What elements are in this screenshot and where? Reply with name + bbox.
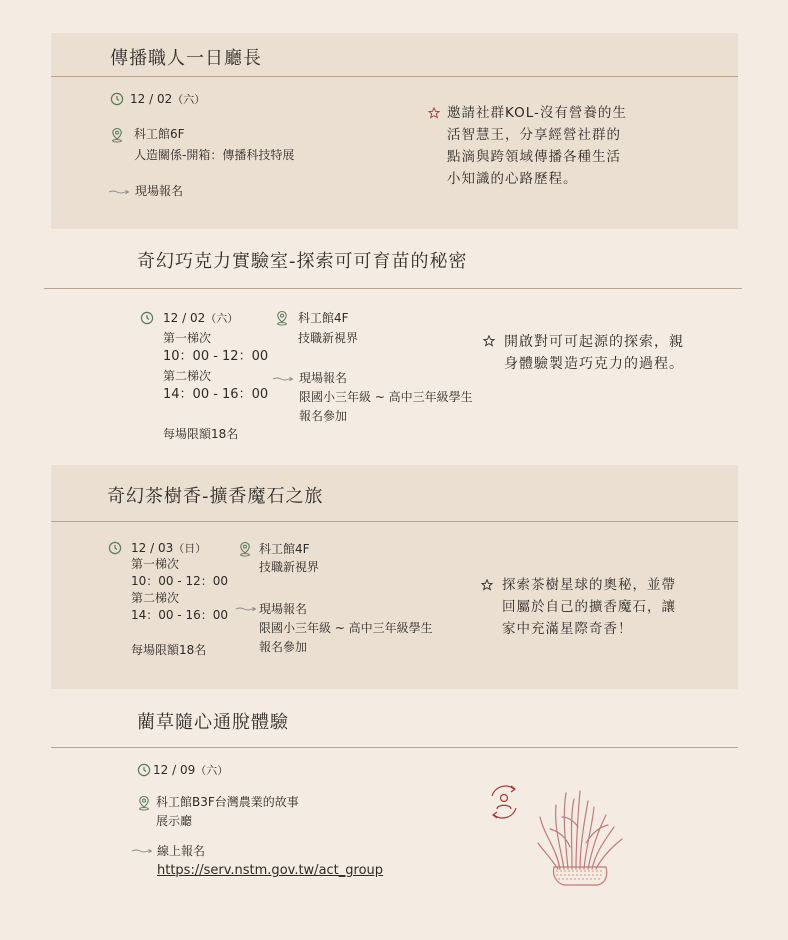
event1-signup: 現場報名 — [135, 184, 184, 198]
event2-divider — [44, 288, 742, 289]
event3-date-day: （日） — [173, 542, 207, 555]
event4-date-day: （六） — [195, 764, 229, 777]
event1-divider — [51, 76, 738, 77]
event2-session1-label: 第一梯次 — [163, 331, 212, 345]
event2-place: 技職新視界 — [298, 331, 359, 345]
event3-session1-time: 10：00 - 12：00 — [131, 574, 229, 588]
event3-venue: 科工館4F — [259, 542, 310, 556]
event1-description: 邀請社群KOL-沒有營養的生活智慧王，分享經營社群的點滴與跨領域傳播各種生活小知識的心路歷程。 — [447, 105, 627, 187]
location-pin-icon — [110, 127, 124, 143]
event2-title: 奇幻巧克力實驗室-探索可可育苗的秘密 — [137, 251, 468, 272]
star-icon — [483, 335, 495, 347]
event2-session2-label: 第二梯次 — [163, 369, 212, 383]
event4-signup: 線上報名 — [157, 844, 206, 858]
arrow-icon — [235, 604, 257, 614]
event2-session2-time: 14：00 - 16：00 — [163, 387, 269, 402]
event2-description: 開啟對可可起源的探索，親身體驗製造巧克力的過程。 — [504, 334, 684, 372]
person-cycle-icon — [484, 782, 524, 822]
star-icon — [481, 579, 493, 591]
event4-venue: 科工館B3F台灣農業的故事展示廳 — [156, 795, 299, 828]
arrow-icon — [131, 846, 153, 856]
event2-venue: 科工館4F — [298, 311, 349, 325]
event3-place: 技職新視界 — [259, 560, 320, 574]
event1-title: 傳播職人一日廳長 — [110, 48, 262, 69]
arrow-icon — [272, 374, 294, 384]
event3-title: 奇幻茶樹香-擴香魔石之旅 — [107, 486, 324, 507]
event4-title: 藺草隨心通脫體驗 — [137, 712, 289, 733]
event2-date-day: （六） — [205, 312, 239, 325]
location-pin-icon — [137, 795, 151, 811]
event2-date — [163, 309, 238, 328]
arrow-icon — [108, 187, 130, 197]
clock-icon — [108, 541, 122, 555]
event3-description: 探索茶樹星球的奧秘，並帶回屬於自己的擴香魔石，讓家中充滿星際奇香！ — [502, 577, 676, 637]
event2-signup: 現場報名 — [299, 371, 348, 385]
star-icon — [428, 107, 440, 119]
event3-session2-time: 14：00 - 16：00 — [131, 608, 229, 622]
event3-signup: 現場報名 — [259, 602, 308, 616]
event3-session1-label: 第一梯次 — [131, 557, 180, 571]
event3-quota: 每場限額18名 — [131, 643, 207, 657]
event1-date-main: 12 / 02 — [130, 92, 173, 106]
event1-date — [130, 90, 205, 109]
event1-place: 人造關係-開箱：傳播科技特展 — [134, 148, 295, 162]
event1-date-day: （六） — [172, 93, 206, 106]
event3-divider — [51, 521, 738, 522]
event2-eligibility: 限國小三年級 ~ 高中三年級學生報名參加 — [299, 390, 473, 423]
location-pin-icon — [275, 310, 289, 326]
event4-divider — [51, 747, 738, 748]
clock-icon — [140, 311, 154, 325]
event4-date-main: 12 / 09 — [153, 763, 196, 777]
rush-grass-icon — [536, 787, 628, 889]
event4-date — [153, 761, 228, 780]
event3-date-main: 12 / 03 — [131, 541, 174, 555]
event2-date-main: 12 / 02 — [163, 311, 206, 325]
location-pin-icon — [238, 541, 252, 557]
event3-session2-label: 第二梯次 — [131, 591, 180, 605]
event2-session1-time: 10：00 - 12：00 — [163, 349, 269, 364]
event4-signup-link[interactable]: https://serv.nstm.gov.tw/act_group — [157, 863, 384, 878]
clock-icon — [137, 763, 151, 777]
event1-venue: 科工館6F — [134, 127, 185, 141]
event3-eligibility: 限國小三年級 ~ 高中三年級學生報名參加 — [259, 621, 433, 654]
event2-quota: 每場限額18名 — [163, 427, 239, 441]
clock-icon — [110, 92, 124, 106]
